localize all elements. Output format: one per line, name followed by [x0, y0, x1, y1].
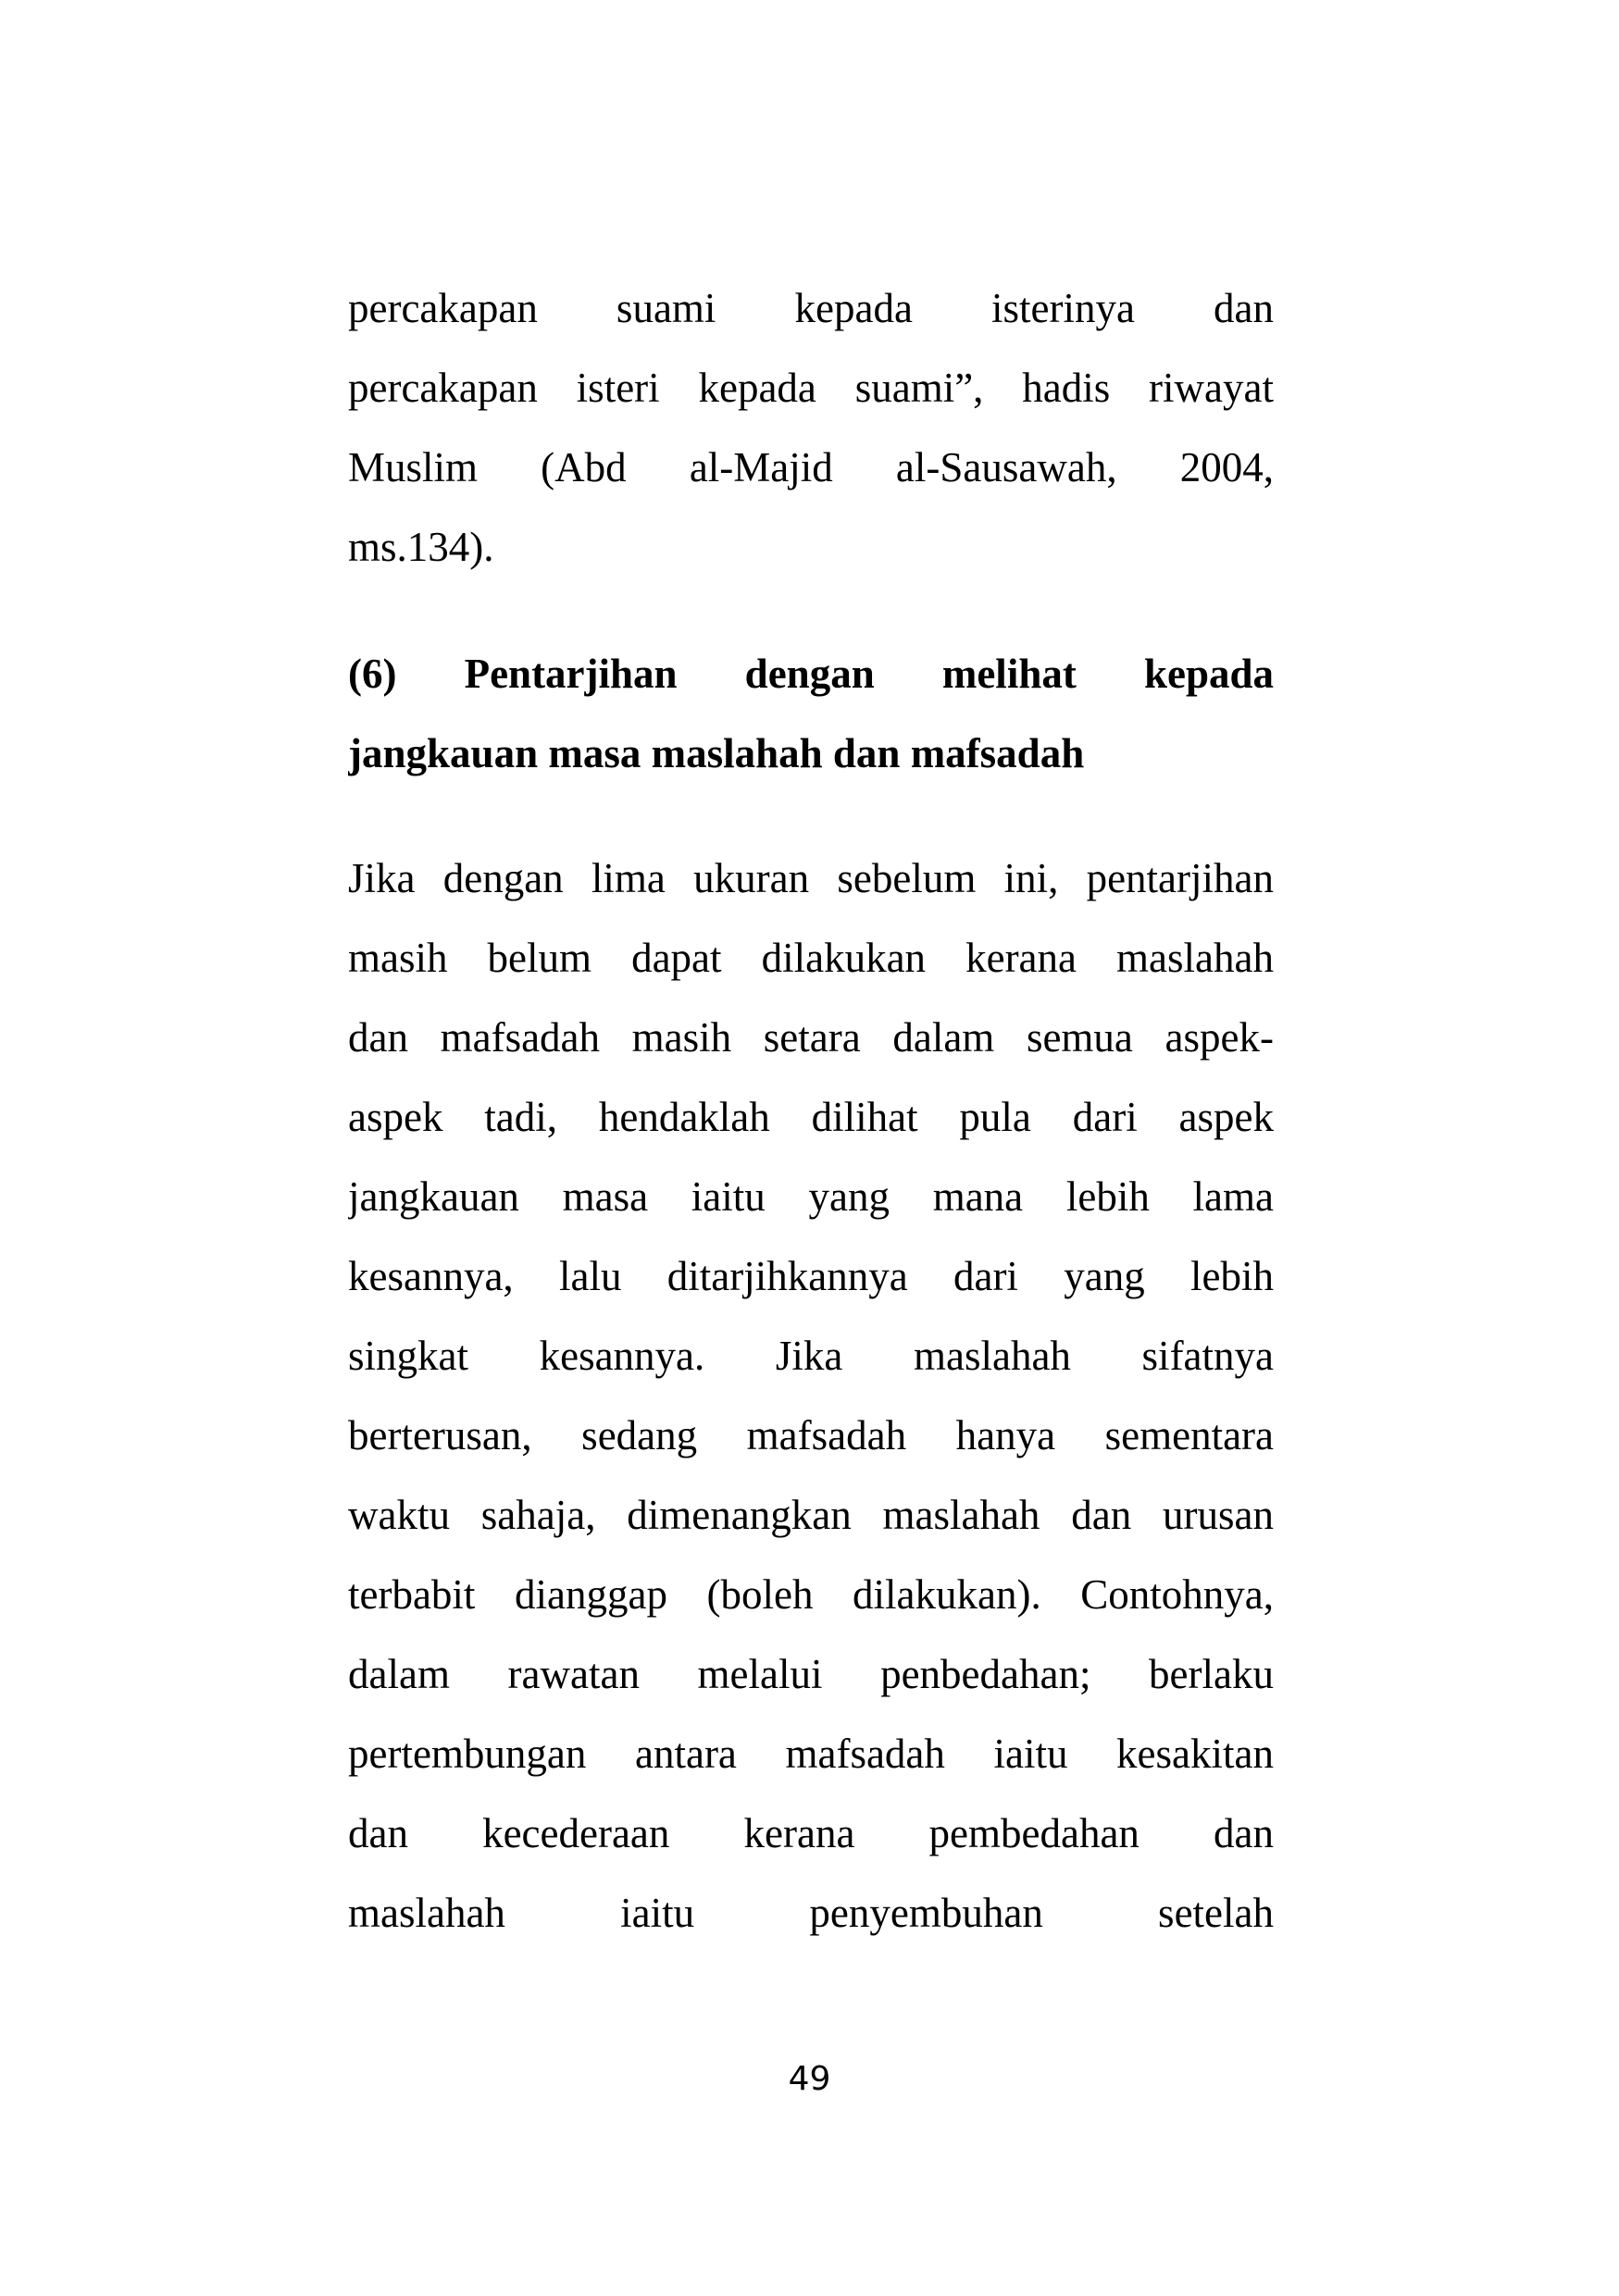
- text-line: terbabit dianggap (boleh dilakukan). Contohnya,: [348, 1571, 1274, 1618]
- section-heading: [348, 634, 1274, 793]
- text-line: masih belum dapat dilakukan kerana maslahah: [348, 935, 1274, 981]
- text-line: ms.134).: [348, 524, 494, 570]
- page-number: 49: [788, 2060, 831, 2098]
- text-line: Jika dengan lima ukuran sebelum ini, pentarjihan: [348, 855, 1274, 901]
- text-line: waktu sahaja, dimenangkan maslahah dan urusan: [348, 1492, 1274, 1538]
- text-line: dan kecederaan kerana pembedahan dan: [348, 1810, 1274, 1856]
- text-line: berterusan, sedang mafsadah hanya sementara: [348, 1412, 1274, 1458]
- text-line: maslahah iaitu penyembuhan setelah: [348, 1890, 1274, 1936]
- text-line: jangkauan masa iaitu yang mana lebih lama: [348, 1173, 1274, 1220]
- text-line: singkat kesannya. Jika maslahah sifatnya: [348, 1333, 1274, 1379]
- text-line: percakapan suami kepada isterinya dan: [348, 285, 1274, 331]
- body-paragraph: [348, 838, 1274, 1953]
- text-line: percakapan isteri kepada suami”, hadis riwayat: [348, 365, 1274, 411]
- text-line: dalam rawatan melalui penbedahan; berlaku: [348, 1651, 1274, 1697]
- heading-line: (6) Pentarjihan dengan melihat kepada: [348, 651, 1274, 697]
- text-line: kesannya, lalu ditarjihkannya dari yang lebih: [348, 1253, 1274, 1299]
- paragraph-continuation: [348, 268, 1274, 587]
- text-line: aspek tadi, hendaklah dilihat pula dari aspek: [348, 1094, 1274, 1140]
- text-line: pertembungan antara mafsadah iaitu kesakitan: [348, 1731, 1274, 1777]
- text-line: dan mafsadah masih setara dalam semua aspek-: [348, 1014, 1274, 1061]
- heading-line: jangkauan masa maslahah dan mafsadah: [348, 730, 1085, 776]
- text-line: Muslim (Abd al-Majid al-Sausawah, 2004,: [348, 444, 1274, 490]
